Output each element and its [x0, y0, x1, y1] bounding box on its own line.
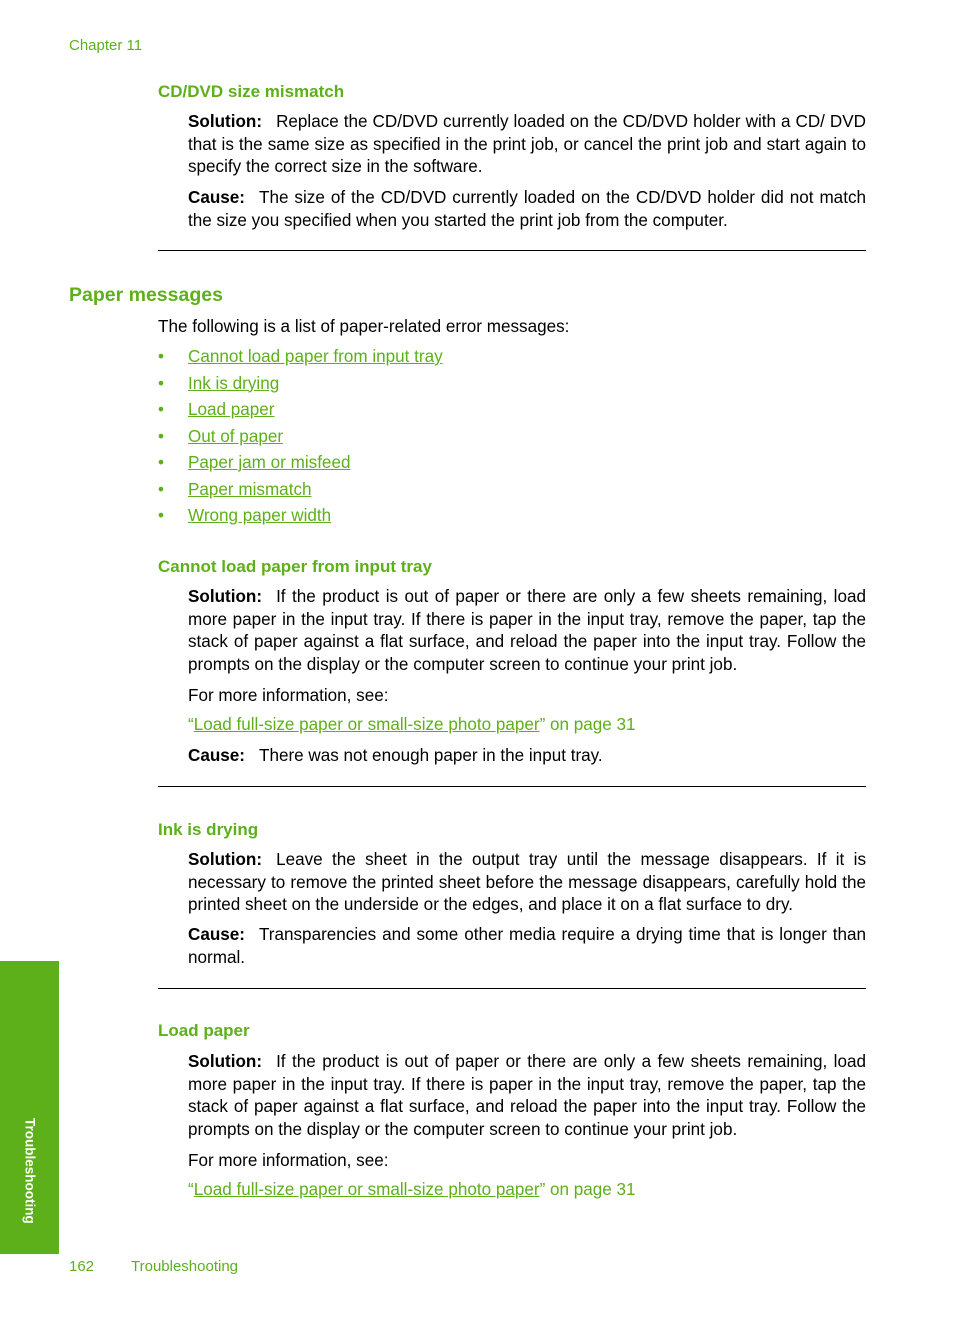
- solution-paragraph: [188, 586, 866, 676]
- cause-label: Cause:: [188, 925, 245, 944]
- ref-open-quote: “: [188, 715, 194, 734]
- list-item: [158, 505, 443, 532]
- chapter-label: Chapter 11: [69, 37, 143, 54]
- bullet: •: [158, 506, 164, 525]
- cause-paragraph: [188, 187, 866, 232]
- link-ink-is-drying[interactable]: Ink is drying: [188, 373, 280, 393]
- link-paper-jam-or-misfeed[interactable]: Paper jam or misfeed: [188, 453, 351, 472]
- cause-label: Cause:: [188, 188, 245, 207]
- solution-text: Leave the sheet in the output tray until the message disappears. If it is necessary to remove the printed sheet before the message disappears, carefully hold the printed sheet on the underside or the edges, and place it on a flat surface to dry.: [188, 850, 866, 914]
- solution-text: Replace the CD/DVD currently loaded on the CD/DVD holder with a CD/ DVD that is the same size as specified in the print job, or cancel the print job and start again to specify the correct size in the software.: [188, 112, 866, 176]
- section-title-load-paper: Load paper: [158, 1021, 250, 1040]
- solution-label: Solution:: [188, 850, 263, 869]
- section-divider: [158, 250, 866, 251]
- solution-paragraph: [188, 1051, 866, 1141]
- ref-link-load-paper[interactable]: Load full-size paper or small-size photo paper: [193, 715, 540, 734]
- solution-text: If the product is out of paper or there are only a few sheets remaining, load more paper in the input tray. If there is paper in the input tray, remove the paper, tap the stack of paper against a flat surface, and reload the paper into the input tray. Follow the prompts on the display or the computer screen to continue your print job.: [188, 1052, 866, 1139]
- link-wrong-paper-width[interactable]: Wrong paper width: [188, 506, 332, 525]
- list-item: [158, 399, 443, 426]
- ref-open-quote: “: [188, 1180, 194, 1199]
- more-info-text: For more information, see:: [188, 1151, 389, 1170]
- list-item: [158, 346, 443, 373]
- link-load-paper[interactable]: Load paper: [188, 400, 275, 419]
- section-title-paper-messages: Paper messages: [69, 284, 223, 306]
- cross-reference: [188, 1180, 636, 1200]
- bullet: •: [158, 426, 164, 446]
- section-title-cannot-load-paper: Cannot load paper from input tray: [158, 557, 432, 576]
- section-divider: [158, 988, 866, 989]
- cause-paragraph: [188, 745, 866, 768]
- ref-page: ” on page 31: [539, 715, 636, 734]
- section-title-cd-dvd-size-mismatch: CD/DVD size mismatch: [158, 82, 345, 101]
- solution-label: Solution:: [188, 112, 263, 131]
- list-item: [158, 426, 443, 453]
- solution-paragraph: [188, 849, 866, 917]
- solution-label: Solution:: [188, 1052, 263, 1071]
- cross-reference: [188, 715, 636, 735]
- paper-messages-intro: The following is a list of paper-related error messages:: [158, 317, 570, 336]
- link-paper-mismatch[interactable]: Paper mismatch: [188, 479, 312, 499]
- solution-paragraph: [188, 111, 866, 179]
- ref-link-load-paper[interactable]: Load full-size paper or small-size photo paper: [193, 1180, 540, 1199]
- bullet: •: [158, 453, 164, 472]
- more-info-text: For more information, see:: [188, 686, 389, 705]
- bullet: •: [158, 347, 164, 366]
- list-item: [158, 479, 443, 506]
- footer-section: Troubleshooting: [131, 1258, 239, 1275]
- solution-text: If the product is out of paper or there are only a few sheets remaining, load more paper in the input tray. If there is paper in the input tray, remove the paper, tap the stack of paper against a flat surface, and reload the paper into the input tray. Follow the prompts on the display or the computer screen to continue your print job.: [188, 587, 866, 674]
- side-tab-label: Troubleshooting: [22, 1118, 38, 1224]
- cause-text: Transparencies and some other media require a drying time that is longer than normal.: [188, 925, 866, 967]
- cause-text: There was not enough paper in the input tray.: [259, 746, 603, 765]
- list-item: [158, 452, 443, 479]
- solution-label: Solution:: [188, 587, 263, 606]
- cause-paragraph: [188, 924, 866, 969]
- bullet: •: [158, 400, 164, 419]
- list-item: [158, 373, 443, 400]
- cause-text: The size of the CD/DVD currently loaded on the CD/DVD holder did not match the size you specified when you started the print job from the computer.: [188, 188, 866, 230]
- bullet: •: [158, 373, 164, 393]
- cause-label: Cause:: [188, 746, 245, 765]
- section-title-ink-is-drying: Ink is drying: [158, 820, 259, 839]
- paper-messages-list: [158, 346, 443, 532]
- link-cannot-load-paper[interactable]: Cannot load paper from input tray: [188, 347, 443, 366]
- link-out-of-paper[interactable]: Out of paper: [188, 426, 284, 446]
- ref-page: ” on page 31: [539, 1180, 636, 1199]
- page-number: 162: [69, 1258, 95, 1275]
- bullet: •: [158, 479, 164, 499]
- section-divider: [158, 786, 866, 787]
